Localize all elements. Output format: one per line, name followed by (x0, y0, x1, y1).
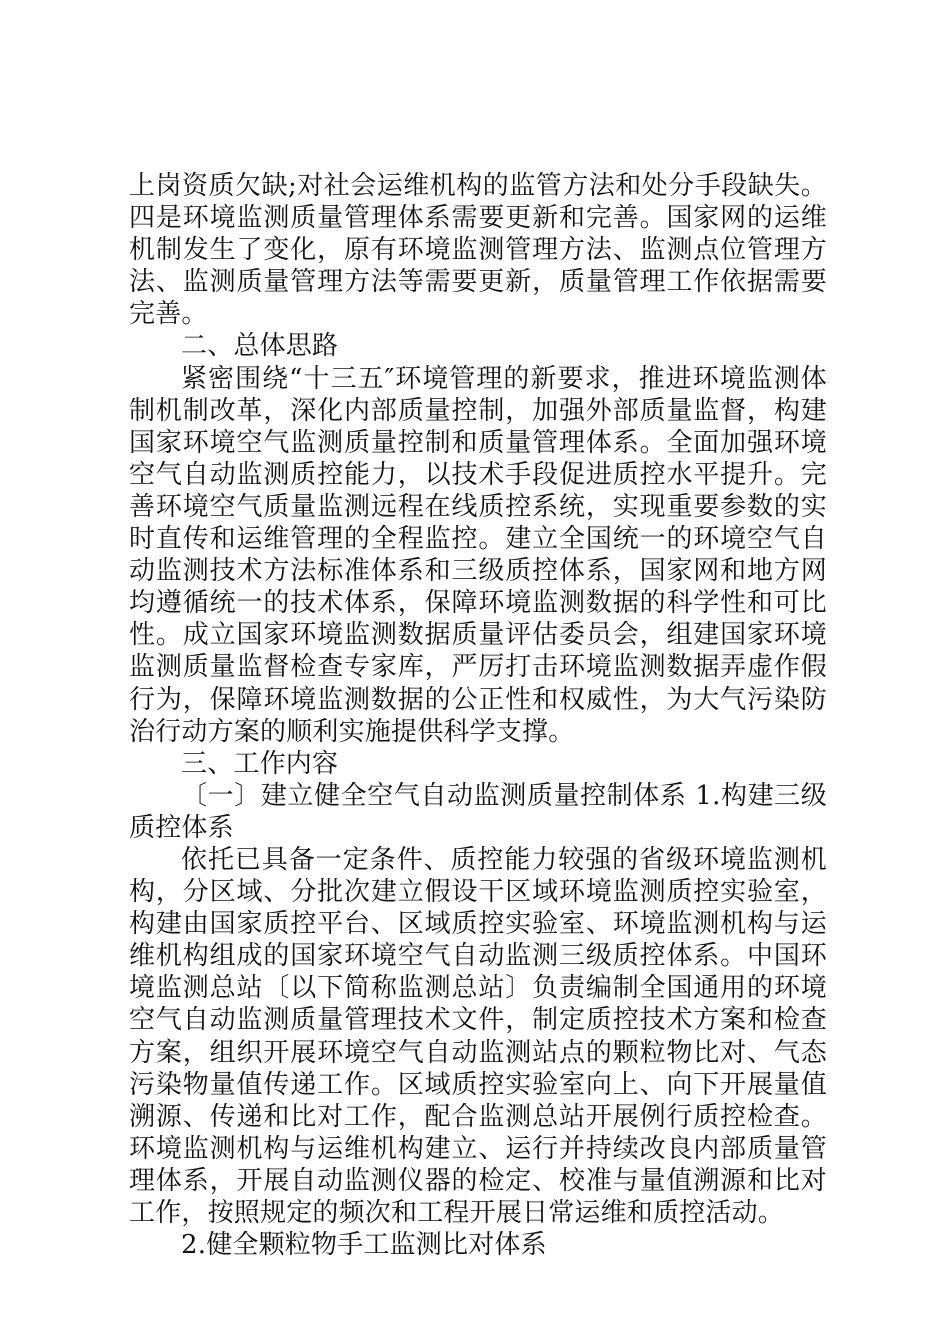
paragraph-continued: 上岗资质欠缺;对社会运维机构的监管方法和处分手段缺失。四是环境监测质量管理体系需要更新和完善。国家网的运维机制发生了变化，原有环境监测管理方法、监测点位管理方法、监测质量管理方法等需要更新，质量管理工作依据需要完善。 (129, 171, 827, 330)
section-heading-work-content: 三、工作内容 (181, 748, 339, 779)
subsection-heading-qc-system: 〔一〕建立健全空气自动监测质量控制体系 1.构建三级质控体系 (129, 780, 827, 843)
paragraph-overall-approach: 紧密围绕“十三五″环境管理的新要求，推进环境监测体制机制改革，深化内部质量控制，加强外部质量监督，构建国家环境空气监测质量控制和质量管理体系。全面加强环境空气自动监测质控能力，以技术手段促进质控水平提升。完善环境空气质量监测远程在线质控系统，实现重要参数的实时直传和运维管理的全程监控。建立全国统一的环境空气自动监测技术方法标准体系和三级质控体系，国家网和地方网均遵循统一的技术体系，保障环境监测数据的科学性和可比性。成立国家环境监测数据质量评估委员会，组建国家环境监测质量监督检查专家库，严厉打击环境监测数据弄虚作假行为，保障环境监测数据的公正性和权威性，为大气污染防治行动方案的顺利实施提供科学支撑。 (129, 363, 827, 747)
subsection-heading-particulate-comparison: 2.健全颗粒物手工监测比对体系 (181, 1230, 547, 1261)
section-heading-overall-approach: 二、总体思路 (181, 331, 339, 362)
paragraph-three-level-qc: 依托已具备一定条件、质控能力较强的省级环境监测机构，分区域、分批次建立假设干区域环境监测质控实验室，构建由国家质控平台、区域质控实验室、环境监测机构与运维机构组成的国家环境空气自动监测三级质控体系。中国环境监测总站〔以下简称监测总站〕负责编制全国通用的环境空气自动监测质量管理技术文件，制定质控技术方案和检查方案，组织开展环境空气自动监测站点的颗粒物比对、气态污染物量值传递工作。区域质控实验室向上、向下开展量值溯源、传递和比对工作，配合监测总站开展例行质控检查。环境监测机构与运维机构建立、运行并持续改良内部质量管理体系，开展自动监测仪器的检定、校准与量值溯源和比对工作，按照规定的频次和工程开展日常运维和质控活动。 (129, 844, 827, 1228)
document-page (129, 170, 827, 1261)
